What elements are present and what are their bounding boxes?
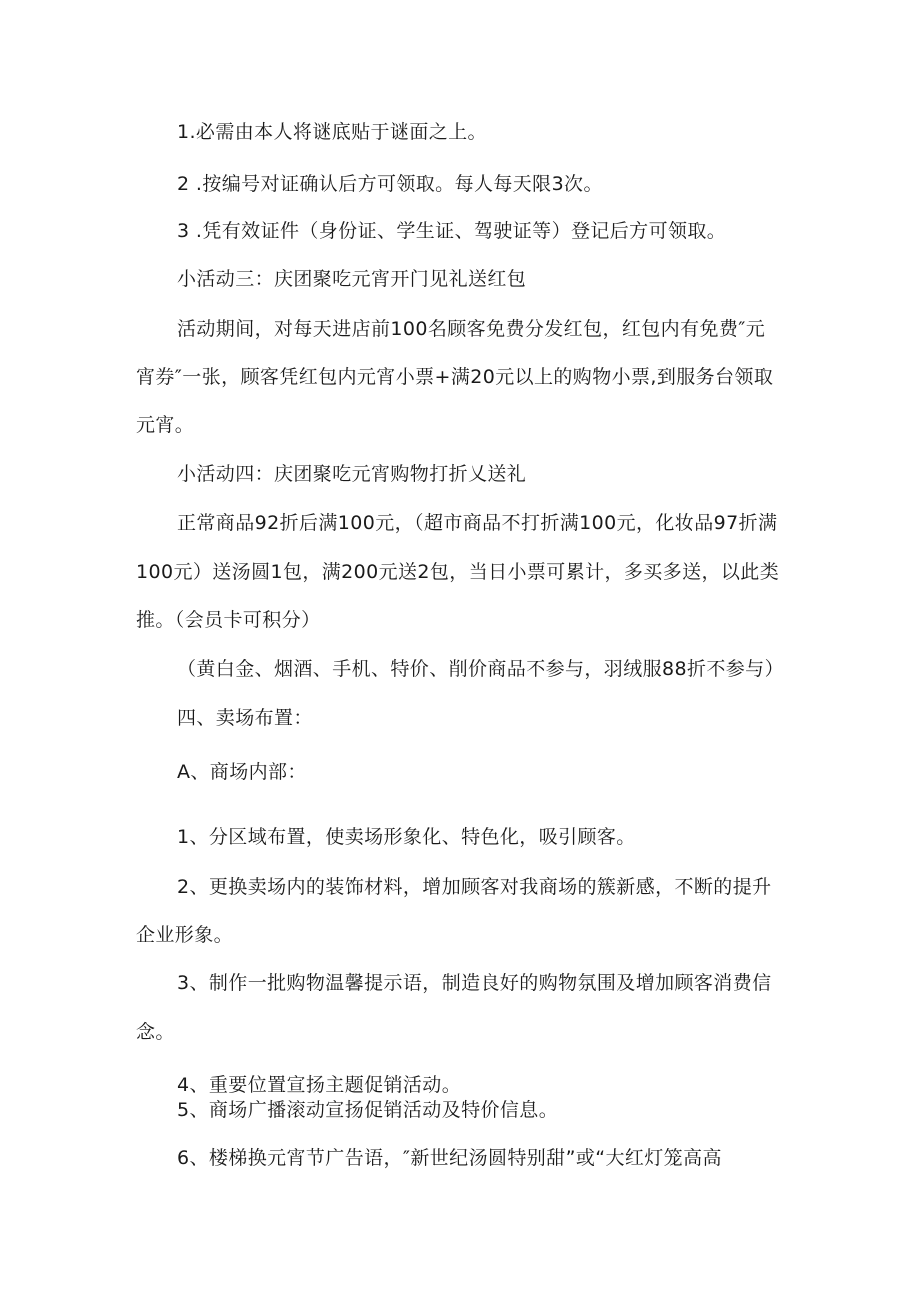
layout-item-6: 6、楼梯换元宵节广告语，″新世纪汤圆特别甜”或“大红灯笼高高 (177, 1147, 722, 1169)
subsection-a-heading: A、商场内部： (177, 761, 307, 783)
activity-3-paragraph-line-2: 宵券″一张，顾客凭红包内元宵小票+满20元以上的购物小票,到服务台领取 (136, 366, 774, 388)
layout-item-3-line-2: 念。 (136, 1021, 175, 1043)
activity-3-paragraph-line-1: 活动期间，对每天进店前100名顾客免费分发红包，红包内有免费″元 (177, 318, 766, 340)
activity-4-paragraph-line-2: 100元）送汤圆1包，满200元送2包，当日小票可累计，多买多送，以此类 (136, 561, 780, 583)
activity-3-paragraph-line-3: 元宵。 (136, 414, 195, 436)
layout-item-3-line-1: 3、制作一批购物温馨提示语，制造良好的购物氛围及增加顾客消费信 (177, 972, 772, 994)
layout-item-2-line-2: 企业形象。 (136, 924, 234, 946)
section-4-heading: 四、卖场布置： (177, 707, 313, 729)
layout-item-5: 5、商场广播滚动宣扬促销活动及特价信息。 (177, 1099, 559, 1121)
rule-item-1: 1.必需由本人将谜底贴于谜面之上。 (177, 121, 487, 143)
layout-item-4: 4、重要位置宣扬主题促销活动。 (177, 1074, 462, 1096)
exclusion-note: （黄白金、烟酒、手机、特价、削价商品不参与，羽绒服88折不参与） (177, 658, 784, 680)
rule-item-2: 2 .按编号对证确认后方可领取。每人每天限3次。 (177, 173, 603, 195)
layout-item-2-line-1: 2、更换卖场内的装饰材料，增加顾客对我商场的簇新感，不断的提升 (177, 876, 772, 898)
rule-item-3: 3 .凭有效证件（身份证、学生证、驾驶证等）登记后方可领取。 (177, 220, 727, 242)
activity-4-paragraph-line-1: 正常商品92折后满100元，（超市商品不打折满100元，化妆品97折满 (177, 512, 778, 534)
layout-item-1: 1、分区域布置，使卖场形象化、特色化，吸引顾客。 (177, 826, 636, 848)
activity-3-heading: 小活动三：庆团聚吃元宵开门见礼送红包 (177, 268, 527, 290)
activity-4-heading: 小活动四：庆团聚吃元宵购物打折乂送礼 (177, 463, 527, 485)
activity-4-paragraph-line-3: 推。（会员卡可积分） (136, 609, 321, 631)
